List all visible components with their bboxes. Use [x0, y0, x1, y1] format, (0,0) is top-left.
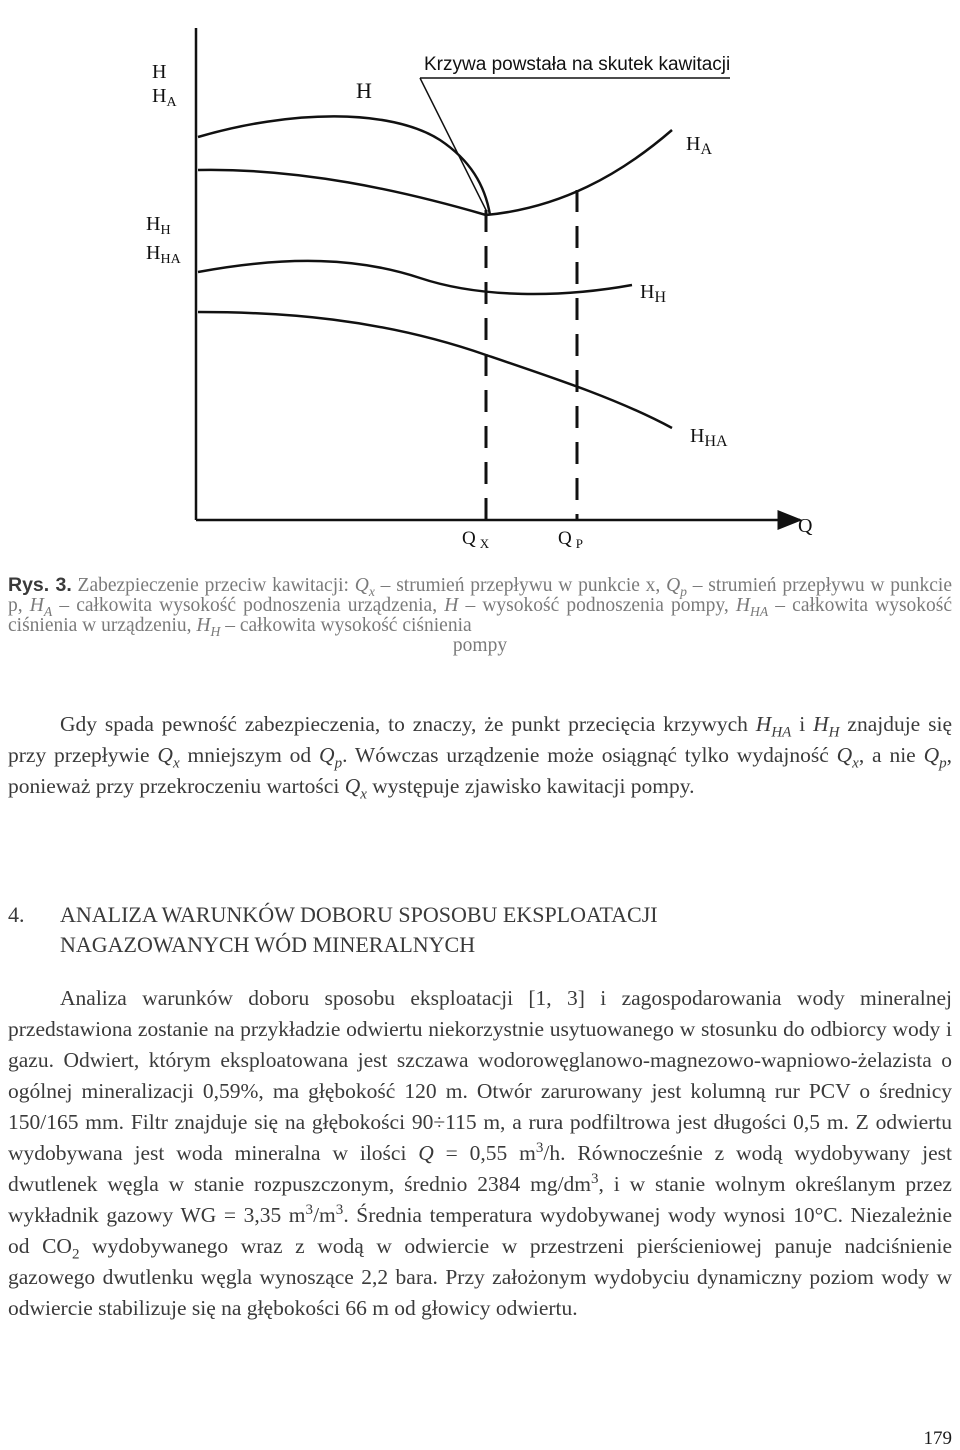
caption-label: Rys. 3. [8, 574, 72, 596]
section-title-line1: ANALIZA WARUNKÓW DOBORU SPOSOBU EKSPLOATACJI [60, 902, 658, 927]
curve-label-hh: $H_H$ [640, 281, 667, 306]
page-number: 179 [923, 1428, 952, 1449]
qx-label: Q $_X$ [462, 528, 490, 551]
y-label-hh: $H_H$ [146, 213, 171, 238]
paragraph-cavitation: Gdy spada pewność zabezpieczenia, to znaczy, że punkt przecięcia krzywych $H_{HA}$ i $H_H$ znajduje się przy przepływie $Q_x$ mniejszym od $Q_p$. Wówczas urządzenie może osiągnąć tylko wydajność $Q_x$, a nie $Q_p$, ponieważ przy przekroczeniu wartości $Q_x$ występuje zjawisko kawitacji pompy. [8, 712, 952, 803]
curve-label-ha: $H_A$ [686, 133, 713, 158]
paragraph-analysis: Analiza warunków doboru sposobu eksploatacji [1, 3] i zagospodarowania wody mineralnej przedstawiona zostanie na przykładzie odwiertu niekorzystnie usytuowanego w stosunku do odbiorcy wody i gazu. Odwiert, którym eksploatowana jest szczawa wodorowęglanowo-magnezowo-wapniowo-żelazista o ogólnej mineralizacji 0,59%, ma głębokość 120 m. Otwór zarurowany jest kolumną rur PCV o średnicy 150/165 mm. Filtr znajduje się na głębokości 90÷115 m, a rura podfiltrowa jest długości 0,5 m. Z odwiertu wydobywana jest woda mineralna w ilości Q = 0,55 $m^3/h$. Równocześnie z wodą wydobywany jest dwutlenek węgla w stanie rozpuszczonym, średnio 2384 $mg/dm^3$, i w stanie wolnym określanym przez wykładnik gazowy WG = 3,35 $m^3/m^3$. Średnia temperatura wydobywanej wody wynosi 10°C. Niezależnie od $CO_2$ wydobywanego wraz z wodą w odwiercie w przestrzeni pierścieniowej panuje nadciśnienie gazowego dwutlenku węgla wynoszące 2,2 bara. Przy założonym wydobyciu dynamiczny poziom wody w odwiercie stabilizuje się na głębokości 66 m od głowicy odwiertu. [8, 986, 952, 1320]
section-heading [8, 900, 952, 960]
annotation-text: Krzywa powstała na skutek kawitacji [424, 54, 731, 75]
curve-ha [198, 130, 672, 215]
caption-last-line: pompy [452, 635, 508, 656]
y-label-ha: $H_A$ [152, 85, 177, 110]
curve-label-hha: $H_{HA}$ [690, 425, 728, 450]
figure-caption: Rys. 3. Zabezpieczenie przeciw kawitacji: $Q_x$ – strumień przepływu w punkcie x, $Q_p$ – strumień przepływu w punkcie p, $H_A$ – całkowita wysokość podnoszenia urządzenia, H – wysokość podnoszenia pompy, $H_{HA}$ – całkowita wysokość ciśnienia w urządzeniu, $H_H$ – całkowita wysokość ciśnienia pompy [8, 574, 953, 656]
curve-label-h: H [356, 78, 372, 103]
curve-hh [198, 261, 632, 294]
y-label-hha: $H_{HA}$ [146, 242, 181, 267]
y-label-h: H [152, 61, 167, 83]
curve-hha [198, 312, 672, 428]
section-number: 4. [8, 902, 25, 927]
qp-label: Q $_P$ [558, 528, 583, 551]
cavitation-diagram [0, 0, 960, 570]
annotation-leader [420, 78, 487, 212]
x-axis-label: Q [798, 515, 813, 537]
section-title-line2: NAGAZOWANYCH WÓD MINERALNYCH [60, 932, 476, 957]
